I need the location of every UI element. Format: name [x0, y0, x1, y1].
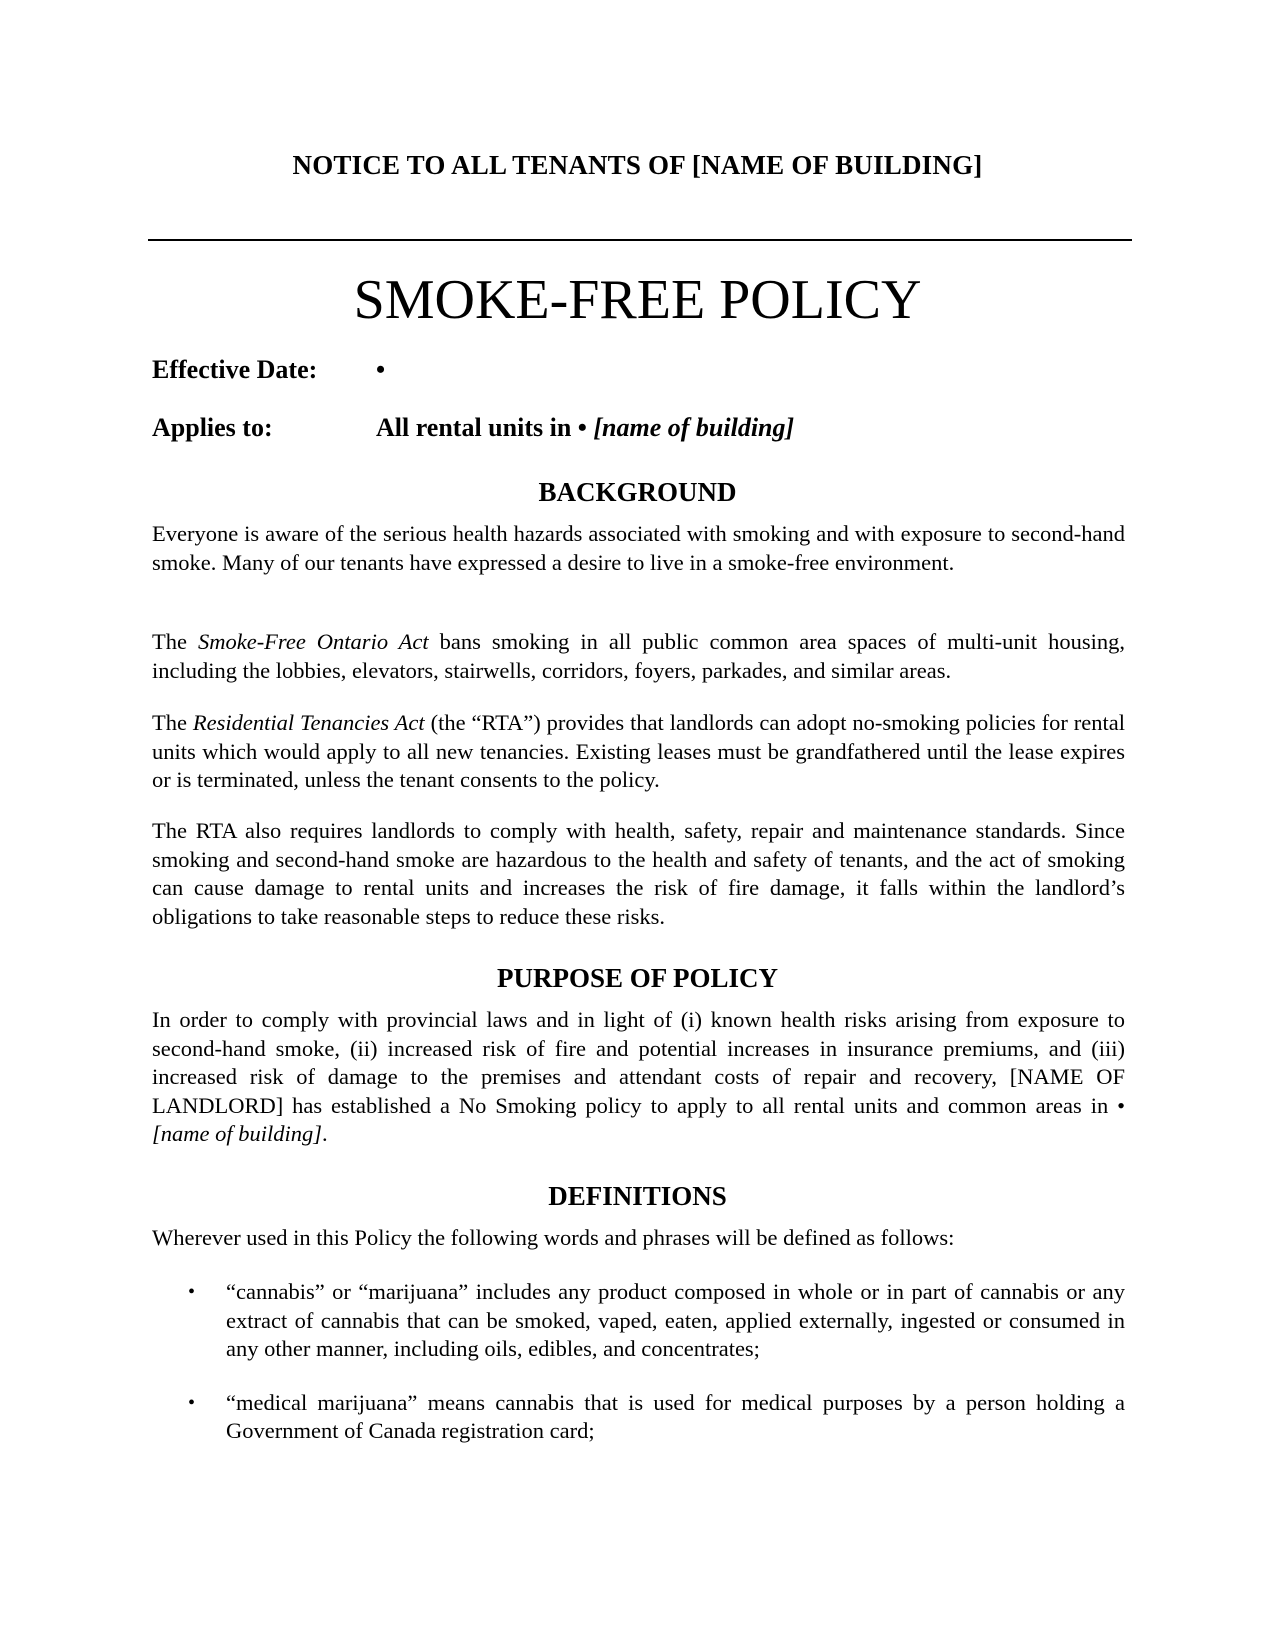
background-heading: BACKGROUND: [538, 477, 737, 507]
policy-title: SMOKE-FREE POLICY: [353, 269, 922, 331]
background-paragraph-2: [152, 628, 1125, 685]
purpose-heading: PURPOSE OF POLICY: [496, 963, 778, 993]
horizontal-rule: [148, 239, 1132, 241]
bullet-icon: •: [188, 1281, 196, 1303]
applies-to-label: Applies to:: [152, 413, 273, 442]
applies-to-value: [376, 413, 794, 443]
background-p2-pre: The: [152, 629, 198, 654]
purpose-building-placeholder: [name of building]: [152, 1121, 323, 1146]
definition-text: “cannabis” or “marijuana” includes any product composed in whole or in part of cannabis or any extract of cannabis that can be smoked, vaped, eaten, applied externally, ingested or consumed in any other manner, including oils, edibles, and concentrates;: [226, 1279, 1125, 1361]
background-paragraph-1: Everyone is aware of the serious health hazards associated with smoking and with exposure to second-hand smoke. Many of our tenants have expressed a desire to live in a smoke-free environment.: [152, 521, 1125, 575]
purpose-p1-pre: In order to comply with provincial laws and in light of (i) known health risks arising from exposure to second-hand smoke, (ii) increased risk of fire and potential increases in insurance premiums, and (iii) increased risk of damage to the premises and attendant costs of repair and recovery, [NAME OF LANDLORD] has established a No Smoking policy to apply to all rental units and common areas in •: [152, 1007, 1125, 1118]
background-paragraph-4: The RTA also requires landlords to comply with health, safety, repair and maintenance standards. Since smoking and second-hand smoke are hazardous to the health and safety of tenants, and the act of smoking can cause damage to rental units and increases the risk of fire damage, it falls within the landlord’s obligations to take reasonable steps to reduce these risks.: [152, 818, 1125, 929]
definition-item: [152, 1278, 1125, 1364]
background-paragraph-3: [152, 709, 1125, 795]
purpose-p1-post: .: [322, 1121, 328, 1146]
residential-tenancies-act: Residential Tenancies Act: [192, 710, 425, 735]
bullet-icon: •: [188, 1391, 196, 1414]
background-p3-post: (the “RTA”) provides that landlords can adopt no-smoking policies for rental units which would apply to all new tenancies. Existing leases must be grandfathered until the lease expires or is terminated, unless the tenant consents to the policy.: [152, 710, 1126, 792]
definitions-heading: DEFINITIONS: [548, 1181, 727, 1211]
definitions-list: [152, 1278, 1125, 1446]
definition-item: [152, 1389, 1125, 1446]
definition-text: “medical marijuana” means cannabis that is used for medical purposes by a person holding a Government of Canada registration card;: [226, 1389, 1125, 1443]
purpose-paragraph: [152, 1006, 1125, 1149]
notice-title: NOTICE TO ALL TENANTS OF [NAME OF BUILDING]: [292, 150, 983, 180]
smoke-free-ontario-act: Smoke-Free Ontario Act: [197, 629, 429, 654]
effective-date-value: •: [376, 355, 386, 384]
definitions-intro: Wherever used in this Policy the following words and phrases will be defined as follows:: [152, 1225, 955, 1250]
background-p2-post: bans smoking in all public common area spaces of multi-unit housing, including the lobbies, elevators, stairwells, corridors, foyers, parkades, and similar areas.: [152, 629, 1125, 683]
applies-to-building-placeholder: [name of building]: [593, 413, 795, 442]
background-p3-pre: The: [152, 710, 193, 735]
effective-date-label: Effective Date:: [152, 355, 318, 384]
applies-to-value-prefix: All rental units in •: [376, 413, 594, 442]
